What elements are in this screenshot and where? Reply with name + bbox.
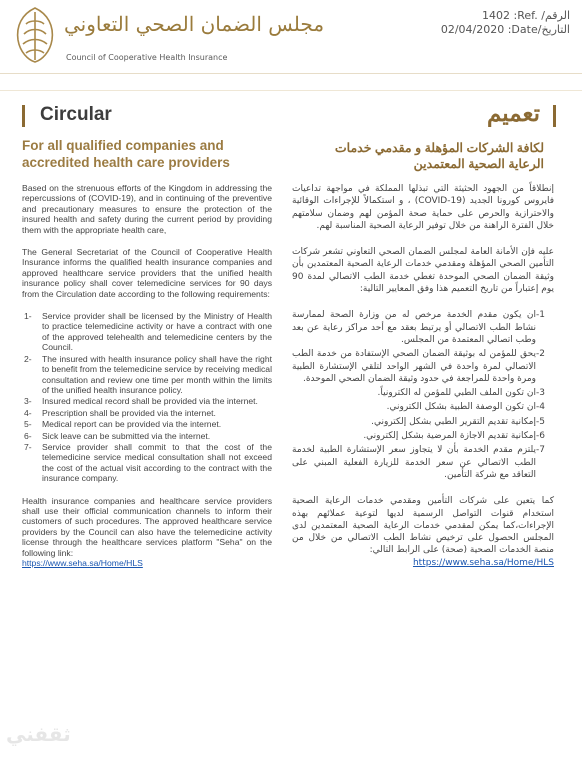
list-item xyxy=(292,309,554,346)
list-item-number: 5- xyxy=(24,419,32,430)
list-item-text: The insured with health insurance policy shall have the right to benefit from the telemedicine service by receiving medical consultation and review one time per month within the limits of the unified health insurance policy. xyxy=(42,353,272,395)
list-item-text: ان تكون الوصفة الطبية بشكل الكتروني. xyxy=(386,402,536,413)
arabic-requirements-list xyxy=(292,309,554,481)
list-item-number: -6 xyxy=(536,431,545,442)
list-item-text: إمكانية تقديم التقرير الطبي بشكل إلكتروني. xyxy=(371,416,536,427)
english-column xyxy=(22,183,272,568)
reference-date: 02/04/2020 :Date/التاريخ xyxy=(440,23,570,36)
list-item-text: Service provider shall be licensed by the Ministry of Health to practice telemedicine activity or have a contract with one of the approved telehealth and telemedicine centers by the Council. xyxy=(42,311,272,353)
title-accent-left xyxy=(22,105,25,127)
list-item xyxy=(292,444,554,481)
seha-link-en[interactable]: https://www.seha.sa/Home/HLS xyxy=(22,558,143,568)
list-item-number: 7- xyxy=(24,441,32,452)
english-paragraph-3: Health insurance companies and healthcare service providers shall use their official communication channels to inform their customers of such procedures. The approved healthcare service providers by the Council can also have the telemedicine activity license through the healthcare services platform "Seha" on the following link: xyxy=(22,495,272,558)
arabic-paragraph-2: عليه فإن الأمانة العامة لمجلس الضمان الصحي التعاوني تشعر شركات التأمين الصحي المؤهلة ومقدمي خدمات الرعاية الصحية المعتمدين بأن وثيقة الضمان الصحي الموحدة تغطي خدمة الطب الاتصالي لمدة 90 يوم إعتباراً من تاريخ التعميم هذا وفق المعايير التالية: xyxy=(292,247,554,295)
list-item xyxy=(22,419,272,429)
list-item xyxy=(292,430,554,442)
english-requirements-list xyxy=(22,311,272,484)
list-item xyxy=(292,416,554,428)
watermark-logo: ثقفني xyxy=(6,722,71,746)
arabic-column xyxy=(292,183,554,569)
title-accent-right xyxy=(553,105,556,127)
list-item-text: ان يكون مقدم الخدمة مرخص له من وزارة الصحة لممارسة نشاط الطب الاتصالي أو يرتبط بعقد مع أحد مراكز رعاية عن بعد وطب اتصالي المعتمدة من المجلس. xyxy=(292,310,536,345)
list-item-number: -4 xyxy=(536,402,545,413)
subtitle-en: For all qualified companies and accredited health care providers xyxy=(22,138,230,170)
circular-title-en: Circular xyxy=(40,104,112,125)
list-item xyxy=(22,311,272,353)
list-item-text: Insured medical record shall be provided via the internet. xyxy=(42,396,258,407)
header-divider-2 xyxy=(0,90,582,91)
list-item xyxy=(22,408,272,418)
list-item-text: يلتزم مقدم الخدمة بأن لا يتجاوز سعر الإستشارة الطبية لخدمة الطب الاتصالي عن سعر الخدمة للزيارة الفعلية المبني على التعاقد مع شركة التأمين. xyxy=(292,445,536,480)
arabic-paragraph-1: إنطلاقاً من الجهود الحثيثة التي تبذلها المملكة في مواجهة تداعيات فايروس كورونا الجديد (COVID-19) ، و استكمالاً للإجراءات الوقائية والاحترازية والحرص على حماية صحة المؤمن لهم وضمان سلامتهم خلال الفترة الراهنة من خلال توفير الرعاية الصحية المناسبة لهم. xyxy=(292,184,554,231)
list-item-text: Sick leave can be submitted via the internet. xyxy=(42,430,211,441)
list-item xyxy=(292,401,554,413)
list-item-number: -2 xyxy=(536,349,545,360)
seha-link-ar[interactable]: https://www.seha.sa/Home/HLS xyxy=(412,557,554,568)
list-item-number: 1- xyxy=(24,311,32,322)
council-name-english: Council of Cooperative Health Insurance xyxy=(66,53,228,62)
list-item xyxy=(22,442,272,484)
list-item xyxy=(22,431,272,441)
list-item xyxy=(292,348,554,385)
council-name-arabic: مجلس الضمان الصحي التعاوني xyxy=(64,12,325,36)
list-item-text: Medical report can be provided via the internet. xyxy=(42,419,222,430)
arabic-paragraph-3: كما يتعين على شركات التأمين ومقدمي خدمات الرعاية الصحية استخدام قنوات التواصل الرسمية لديها لتوعية عملائهم بهذه الإجراءات،كما يمكن لمقدمي خدمات الرعاية الصحية المعتمدين لدى المجلس الحصول على ترخيص نشاط الطب الاتصالي من خلال من منصة الخدمات الصحية (صحة) على الرابط التالي: xyxy=(292,496,554,556)
circular-title-ar: تعميم xyxy=(486,100,540,126)
list-item xyxy=(292,387,554,399)
header-divider xyxy=(0,73,582,74)
subtitle-ar: لكافة الشركات المؤهلة و مقدمي خدمات الرعاية الصحية المعتمدين xyxy=(334,141,544,171)
list-item-text: يحق للمؤمن له بوثيقة الضمان الصحي الإستفادة من خدمة الطب الاتصالي لمرة واحدة في الشهر الواحد لتلقي الإستشارة الطبية ومرة واحدة للمراجعة في حدود وثيقة الضمان الصحي الموحدة. xyxy=(292,349,536,384)
list-item xyxy=(22,396,272,406)
reference-number: 1402 :Ref. /الرقم xyxy=(482,9,570,22)
list-item-number: 3- xyxy=(24,396,32,407)
list-item-number: -3 xyxy=(536,388,545,399)
english-paragraph-2: The General Secretariat of the Council of Cooperative Health Insurance informs the qualified health insurance companies and approved healthcare service providers that the unified health insurance policy shall cover telemedicine services for 90 days from the Circulation date according to the following requirements: xyxy=(22,247,272,299)
list-item-number: -5 xyxy=(536,416,545,427)
list-item xyxy=(22,354,272,396)
list-item-text: ان تكون الملف الطبي للمؤمن له الكترونياً. xyxy=(377,388,536,399)
english-paragraph-1: Based on the strenuous efforts of the Kingdom in addressing the repercussions of (COVID-19), and in continuing of the preventive and precautionary measures to ensure the protection of the insured health and safety during the current period by providing them with the appropriate health care, xyxy=(22,183,272,235)
list-item-text: Prescription shall be provided via the internet. xyxy=(42,407,216,418)
council-logo-icon xyxy=(8,4,62,66)
list-item-text: إمكانية تقديم الاجازة المرضية بشكل إلكتروني. xyxy=(363,431,536,442)
list-item-number: 2- xyxy=(24,353,32,364)
list-item-number: 4- xyxy=(24,407,32,418)
reference-block xyxy=(300,9,570,37)
list-item-number: -7 xyxy=(536,445,545,456)
list-item-number: -1 xyxy=(536,310,545,321)
list-item-text: Service provider shall commit to that the cost of the telemedicine service medical consultation shall not exceed the cost of the actual visit according to the contract with the insurance company. xyxy=(42,441,272,484)
list-item-number: 6- xyxy=(24,430,32,441)
